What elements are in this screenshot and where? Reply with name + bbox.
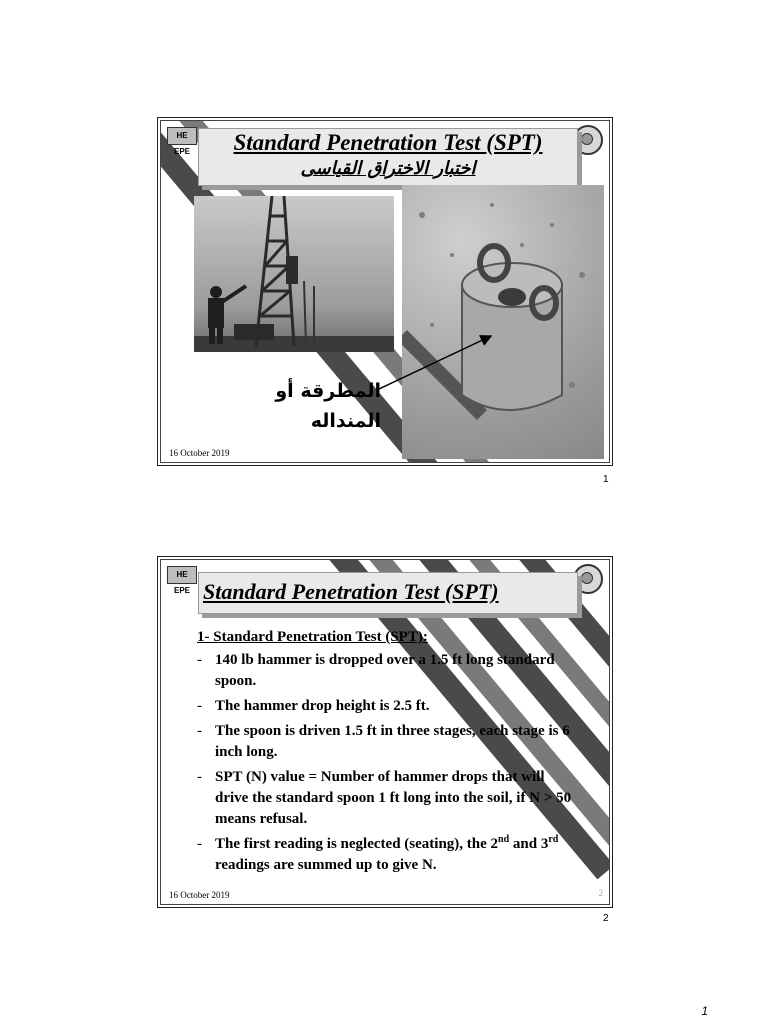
slide-1-frame: [160, 120, 610, 463]
hammer-label-arabic: [261, 376, 381, 436]
institution-logo-left: HE EPE: [167, 127, 197, 145]
bullet-text: The first reading is neglected (seating), the 2: [215, 836, 499, 852]
slide-2-frame: [160, 559, 610, 905]
slide-number-mark: 2: [598, 888, 603, 898]
bullet-list: [197, 650, 577, 876]
bullet-item: - 140 lb hammer is dropped over a 1.5 ft long standard spoon.: [197, 650, 577, 692]
slide-title-english: Standard Penetration Test (SPT): [203, 579, 499, 604]
slide-date: 16 October 2019: [169, 890, 230, 900]
bullet-item: - The hammer drop height is 2.5 ft.: [197, 696, 577, 717]
hammer-label-line-2: المنداله: [310, 410, 381, 432]
bullet-item: [197, 834, 577, 876]
ordinal-suffix: nd: [498, 834, 510, 845]
slide-title-arabic: اختبار الاختراق القياسى: [300, 158, 476, 179]
bullet-text: and 3: [509, 836, 549, 852]
hammer-label-line-1: المطرقة أو: [275, 380, 381, 402]
section-heading: 1- Standard Penetration Test (SPT):: [197, 629, 428, 645]
slide-date: 16 October 2019: [169, 448, 230, 458]
slide-2: [157, 556, 613, 908]
bullet-text: readings are summed up to give N.: [215, 857, 437, 873]
slide-1-page-number: 1: [603, 474, 609, 485]
bullet-item: - SPT (N) value = Number of hammer drops that will drive the standard spoon 1 ft long into the soil, if N > 50 means refusal.: [197, 767, 577, 830]
title-box: [198, 572, 578, 614]
slide-title-english: Standard Penetration Test (SPT): [233, 130, 543, 155]
document-page-number: 1: [701, 1004, 708, 1018]
ordinal-suffix: rd: [548, 834, 559, 845]
slide-body: [197, 627, 577, 880]
institution-logo-left: HE EPE: [167, 566, 197, 584]
pointer-arrow: [161, 121, 610, 463]
slide-1: [157, 117, 613, 466]
slide-2-page-number: 2: [603, 913, 609, 924]
bullet-item: - The spoon is driven 1.5 ft in three stages, each stage is 6 inch long.: [197, 721, 577, 763]
